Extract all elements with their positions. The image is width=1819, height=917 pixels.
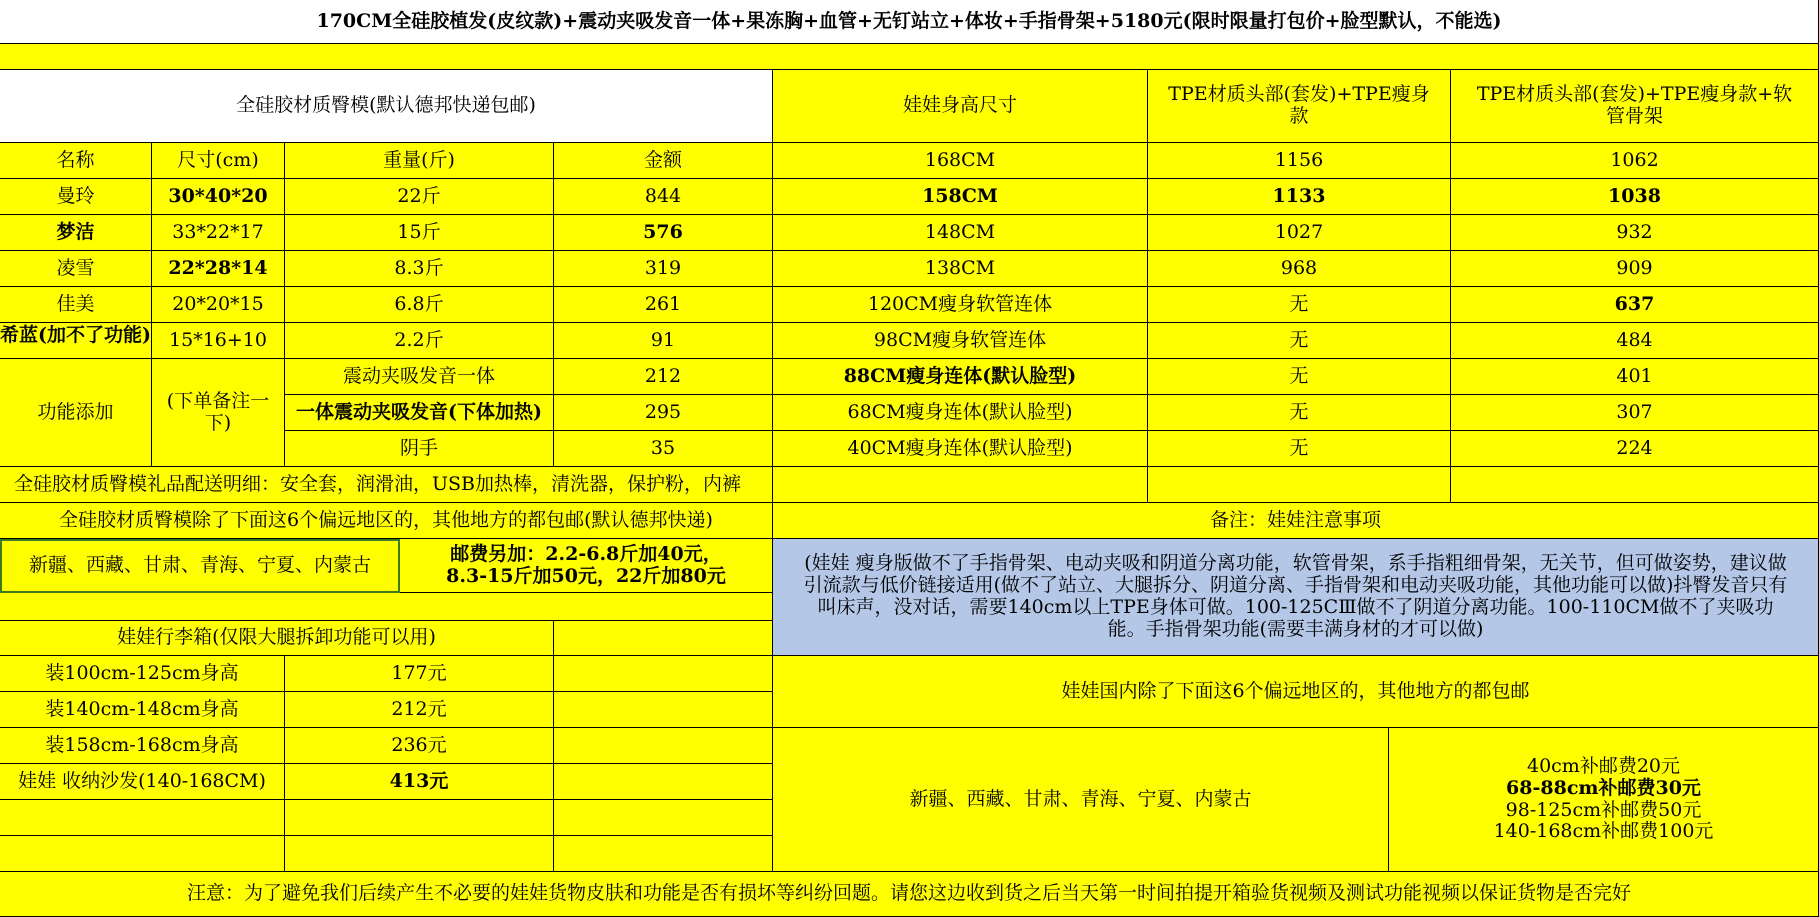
doll-size: 148CM — [773, 215, 1148, 251]
luggage-item: 装100cm-125cm身高 — [0, 656, 285, 692]
doll-price-tpe: 无 — [1148, 359, 1451, 395]
doll-price-skeleton: 1062 — [1451, 143, 1819, 179]
notes-body: (娃娃 瘦身版做不了手指骨架、电动夹吸和阴道分离功能，软管骨架，系手指粗细骨架，无关节，但可做姿势，建议做引流款与低价链接适用(做不了站立、大腿拆分、阴道分离、手指骨架和电动夹吸功能，其他功能可以做)抖臀发音只有叫床声，没对话，需要140cm以上TPE身体可做。100-125CⅢ做不了阴道分离功能。100-110CM做不了夹吸功能。手指骨架功能(需要丰满身材的才可以做) — [773, 539, 1819, 656]
luggage-item: 娃娃 收纳沙发(140-168CM) — [0, 764, 285, 800]
col-name: 名称 — [0, 143, 152, 179]
gift-note: 全硅胶材质臀模礼品配送明细：安全套，润滑油，USB加热棒，清洗器，保护粉，内裤 — [0, 467, 773, 503]
product-name: 希蓝(加不了功能) — [0, 323, 152, 359]
product-weight: 15斤 — [285, 215, 554, 251]
addon-name: 一体震动夹吸发音(下体加热) — [285, 395, 554, 431]
addon-price: 35 — [554, 431, 773, 467]
doll-price-skeleton: 909 — [1451, 251, 1819, 287]
doll-shipping-header: 娃娃国内除了下面这6个偏远地区的，其他地方的都包邮 — [773, 656, 1819, 728]
product-size: 30*40*20 — [152, 179, 285, 215]
postage-line: 40cm补邮费20元 — [1526, 754, 1680, 777]
empty-cell — [1148, 467, 1451, 503]
product-size: 15*16+10 — [152, 323, 285, 359]
product-size: 33*22*17 — [152, 215, 285, 251]
doll-price-tpe: 无 — [1148, 431, 1451, 467]
addon-label: 功能添加 — [0, 359, 152, 467]
silicone-shipping-header: 全硅胶材质臀模除了下面这6个偏远地区的，其他地方的都包邮(默认德邦快递) — [0, 503, 773, 539]
footer-notice: 汪意：为了避免我们后续产生不必要的娃娃货物皮肤和功能是否有损坏等纠纷回题。请您这边收到货之后当天第一时间拍提开箱验货视频及测试功能视频以保证货物是否完好 — [0, 872, 1819, 917]
extra-postage — [400, 539, 773, 593]
empty-cell — [554, 621, 773, 656]
spacer-row — [0, 44, 1819, 70]
empty-cell — [0, 836, 285, 872]
product-price: 91 — [554, 323, 773, 359]
col-weight: 重量(斤) — [285, 143, 554, 179]
empty-cell — [554, 836, 773, 872]
empty-cell — [1451, 467, 1819, 503]
doll-price-tpe: 无 — [1148, 395, 1451, 431]
doll-size: 88CM瘦身连体(默认脸型) — [773, 359, 1148, 395]
empty-cell — [554, 800, 773, 836]
doll-price-skeleton: 307 — [1451, 395, 1819, 431]
doll-price-tpe: 无 — [1148, 323, 1451, 359]
product-price: 576 — [554, 215, 773, 251]
postage-line: 68-88cm补邮费30元 — [1506, 776, 1701, 799]
doll-postage — [1389, 728, 1819, 872]
col-header-tpe: TPE材质头部(套发)+TPE瘦身款 — [1148, 70, 1451, 143]
addon-price: 212 — [554, 359, 773, 395]
col-size: 尺寸(cm) — [152, 143, 285, 179]
product-size: 22*28*14 — [152, 251, 285, 287]
luggage-item: 装158cm-168cm身高 — [0, 728, 285, 764]
doll-size: 40CM瘦身连体(默认脸型) — [773, 431, 1148, 467]
product-weight: 22斤 — [285, 179, 554, 215]
product-weight: 6.8斤 — [285, 287, 554, 323]
doll-price-tpe: 无 — [1148, 287, 1451, 323]
doll-price-skeleton: 637 — [1451, 287, 1819, 323]
luggage-price: 236元 — [285, 728, 554, 764]
product-price: 319 — [554, 251, 773, 287]
doll-price-skeleton: 224 — [1451, 431, 1819, 467]
empty-cell — [773, 467, 1148, 503]
addon-price: 295 — [554, 395, 773, 431]
empty-cell — [554, 764, 773, 800]
doll-size: 168CM — [773, 143, 1148, 179]
doll-size: 98CM瘦身软管连体 — [773, 323, 1148, 359]
empty-cell — [554, 656, 773, 692]
luggage-price: 177元 — [285, 656, 554, 692]
col-header-size: 娃娃身高尺寸 — [773, 70, 1148, 143]
empty-cell — [285, 800, 554, 836]
luggage-price: 212元 — [285, 692, 554, 728]
empty-cell — [0, 800, 285, 836]
col-header-tpe-skeleton: TPE材质头部(套发)+TPE瘦身款+软管骨架 — [1451, 70, 1819, 143]
product-name: 曼玲 — [0, 179, 152, 215]
product-name: 凌雪 — [0, 251, 152, 287]
product-size: 20*20*15 — [152, 287, 285, 323]
extra-postage-line: 8.3-15斤加50元，22斤加80元 — [446, 564, 726, 587]
doll-size: 138CM — [773, 251, 1148, 287]
empty-cell — [554, 728, 773, 764]
empty-row — [0, 593, 773, 621]
product-price: 261 — [554, 287, 773, 323]
product-price: 844 — [554, 179, 773, 215]
extra-postage-line: 邮费另加：2.2-6.8斤加40元， — [450, 542, 722, 565]
doll-price-tpe: 1133 — [1148, 179, 1451, 215]
product-name: 梦洁 — [0, 215, 152, 251]
col-price: 金额 — [554, 143, 773, 179]
doll-price-skeleton: 484 — [1451, 323, 1819, 359]
doll-price-tpe: 968 — [1148, 251, 1451, 287]
remote-regions: 新疆、西藏、甘肃、青海、宁夏、内蒙古 — [0, 539, 400, 593]
luggage-item: 装140cm-148cm身高 — [0, 692, 285, 728]
luggage-price: 413元 — [285, 764, 554, 800]
doll-remote-regions: 新疆、西藏、甘肃、青海、宁夏、内蒙古 — [773, 728, 1389, 872]
addon-name: 阴手 — [285, 431, 554, 467]
product-weight: 2.2斤 — [285, 323, 554, 359]
postage-line: 98-125cm补邮费50元 — [1505, 798, 1702, 821]
doll-price-skeleton: 401 — [1451, 359, 1819, 395]
sheet-title: 170CM全硅胶植发(皮纹款)+震动夹吸发音一体+果冻胸+血管+无钉站立+体妆+手指骨架+5180元(限时限量打包价+脸型默认，不能选) — [0, 0, 1819, 44]
doll-size: 68CM瘦身连体(默认脸型) — [773, 395, 1148, 431]
doll-size: 158CM — [773, 179, 1148, 215]
doll-size: 120CM瘦身软管连体 — [773, 287, 1148, 323]
doll-price-tpe: 1027 — [1148, 215, 1451, 251]
notes-header: 备注：娃娃注意事项 — [773, 503, 1819, 539]
addon-note: (下单备注一下) — [152, 359, 285, 467]
silicone-header: 全硅胶材质臀模(默认德邦快递包邮) — [0, 70, 773, 143]
doll-price-skeleton: 932 — [1451, 215, 1819, 251]
empty-cell — [554, 692, 773, 728]
empty-cell — [285, 836, 554, 872]
postage-line: 140-168cm补邮费100元 — [1493, 820, 1714, 843]
doll-price-tpe: 1156 — [1148, 143, 1451, 179]
product-weight: 8.3斤 — [285, 251, 554, 287]
doll-price-skeleton: 1038 — [1451, 179, 1819, 215]
luggage-header: 娃娃行李箱(仅限大腿拆卸功能可以用) — [0, 621, 554, 656]
product-name: 佳美 — [0, 287, 152, 323]
addon-name: 震动夹吸发音一体 — [285, 359, 554, 395]
